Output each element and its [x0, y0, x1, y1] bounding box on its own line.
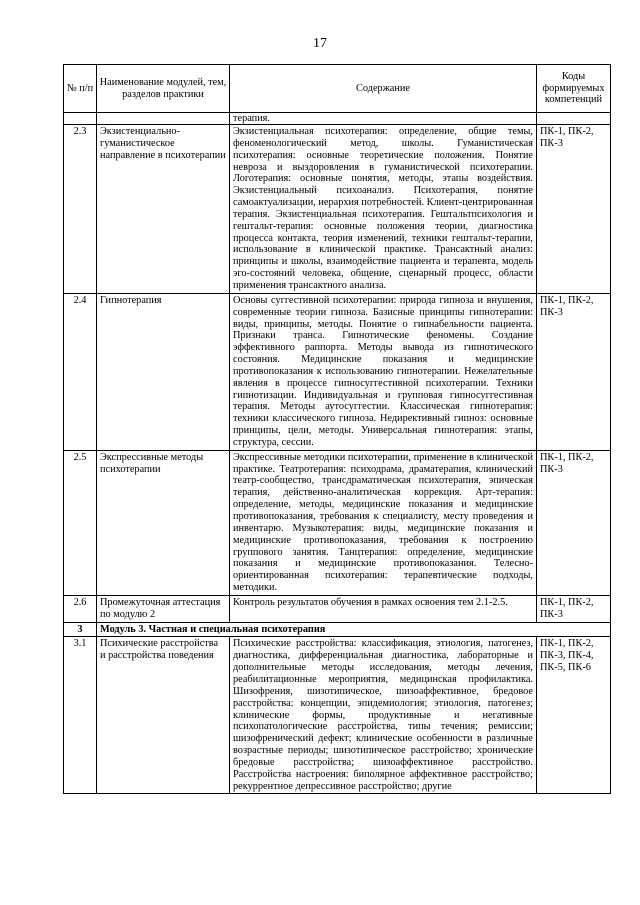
row-content: Психические расстройства: классификация, этиология, патогенез, диагностика, дифференциальная диагностика, лабораторные и дополнительные методы исследования, методы лечения, реабилитационные мероприятия, медицинская профилактика. Шизофрения, шизотипическое, шизоаффективное, бредовое расстройства: концепции, эпидемиология; этиология, патогенез; клинические формы, продуктивные и негативные психопатологические расстройства, типы течения; ремиссии; шизофренический дефект; клинические особенности в различные возрастные периоды; шизотипическое расстройство; хронические бредовые расстройства; шизоаффективное расстройство. Расстройства настроения: биполярное аффективное расстройство; рекуррентное депрессивное расстройство; другие	[230, 637, 537, 794]
module-number: 3	[64, 622, 97, 637]
table-row	[64, 125, 611, 294]
row-codes: ПК-1, ПК-2, ПК-3	[537, 125, 611, 294]
row-codes: ПК-1, ПК-2, ПК-3	[537, 595, 611, 622]
row-topic: Психические расстройства и расстройства поведения	[97, 637, 230, 794]
module-row	[64, 622, 611, 637]
page-number: 17	[313, 36, 327, 51]
header-content: Содержание	[230, 65, 537, 113]
table-row	[64, 595, 611, 622]
cell-name	[97, 113, 230, 125]
continuation-text: терапия.	[230, 113, 537, 125]
row-content: Контроль результатов обучения в рамках освоения тем 2.1-2.5.	[230, 595, 537, 622]
row-number: 3.1	[64, 637, 97, 794]
row-content: Экспрессивные методики психотерапии, применение в клинической практике. Театротерапия: психодрама, драматерапия, клинический театр-сообщество, трансдраматическая психотерапия, эпическая терапия, действенно-аналитическая коррекция. Арт-терапия: определение, методы, медицинские показания и медицинские противопоказания, требования к специалисту, месту проведения и инвентарю. Музыкотерапия: виды, медицинские показания и медицинские противопоказания, требования к построению группового занятия. Танцтерапия: определение, медицинские показания и медицинские противопоказания. Телесно-ориентированная психотерапия: терапевтические подходы, методики.	[230, 450, 537, 595]
row-number: 2.3	[64, 125, 97, 294]
row-topic: Гипнотерапия	[97, 293, 230, 450]
row-codes: ПК-1, ПК-2, ПК-3	[537, 450, 611, 595]
row-topic: Экзистенциально-гуманистическое направление в психотерапии	[97, 125, 230, 294]
row-topic: Промежуточная аттестация по модулю 2	[97, 595, 230, 622]
continuation-row	[64, 113, 611, 125]
row-codes: ПК-1, ПК-2, ПК-3	[537, 293, 611, 450]
row-number: 2.5	[64, 450, 97, 595]
header-name: Наименование модулей, тем, разделов практики	[97, 65, 230, 113]
row-content: Экзистенциальная психотерапия: определение, общие темы, феноменологический метод, школы. Гуманистическая психотерапия: основные теоретические положения. Понятие невроза и выздоровления в гуманистической психотерапии. Логотерапия: основные понятия, методы, этапы воздействия. Экзистенциальный психоанализ. Психотерапия, понятие самоактуализации, иерархия потребностей. Клиент-центрированная терапия. Экзистенциальная психотерапия. Гештальтпсихология и гештальт-терапия: основные положения теории, диагностика процесса контакта, теория изменений, техники гештальт-терапии, использование в клинической практике. Трансактный анализ: принципы и школы, взаимодействие пациента и терапевта, модель эго-состояний человека, общение, сценарный процесс, области применения трансактного анализа.	[230, 125, 537, 294]
curriculum-table	[63, 64, 611, 794]
cell-codes	[537, 113, 611, 125]
table-row	[64, 450, 611, 595]
module-title: Модуль 3. Частная и специальная психотерапия	[97, 622, 611, 637]
header-num: № п/п	[64, 65, 97, 113]
row-content: Основы суггестивной психотерапии: природа гипноза и внушения, современные теории гипноза. Базисные принципы гипнотерапии: виды, принципы, методы. Понятие о гипнабельности пациента. Признаки транса. Гипнотические феномены. Создание эффективного раппорта. Методы вывода из гипнотического состояния. Медицинские показания и медицинские противопоказания к использованию гипнотерапии. Нежелательные явления в процессе гипносуггестивной психотерапии. Техники гипнотизации. Индивидуальная и групповая гипносуггестивная терапия. Методы аутосуггестии. Классическая гипнотерапия: техники классического гипноза. Недирективный гипноз: основные принципы, цели, методы. Универсальная гипнотерапия: этапы, структура, сессии.	[230, 293, 537, 450]
cell-num	[64, 113, 97, 125]
row-topic: Экспрессивные методы психотерапии	[97, 450, 230, 595]
row-number: 2.6	[64, 595, 97, 622]
row-codes: ПК-1, ПК-2, ПК-3, ПК-4, ПК-5, ПК-6	[537, 637, 611, 794]
table-row	[64, 637, 611, 794]
table-row	[64, 293, 611, 450]
header-codes: Коды формируемых компетенций	[537, 65, 611, 113]
row-number: 2.4	[64, 293, 97, 450]
table-header-row	[64, 65, 611, 113]
